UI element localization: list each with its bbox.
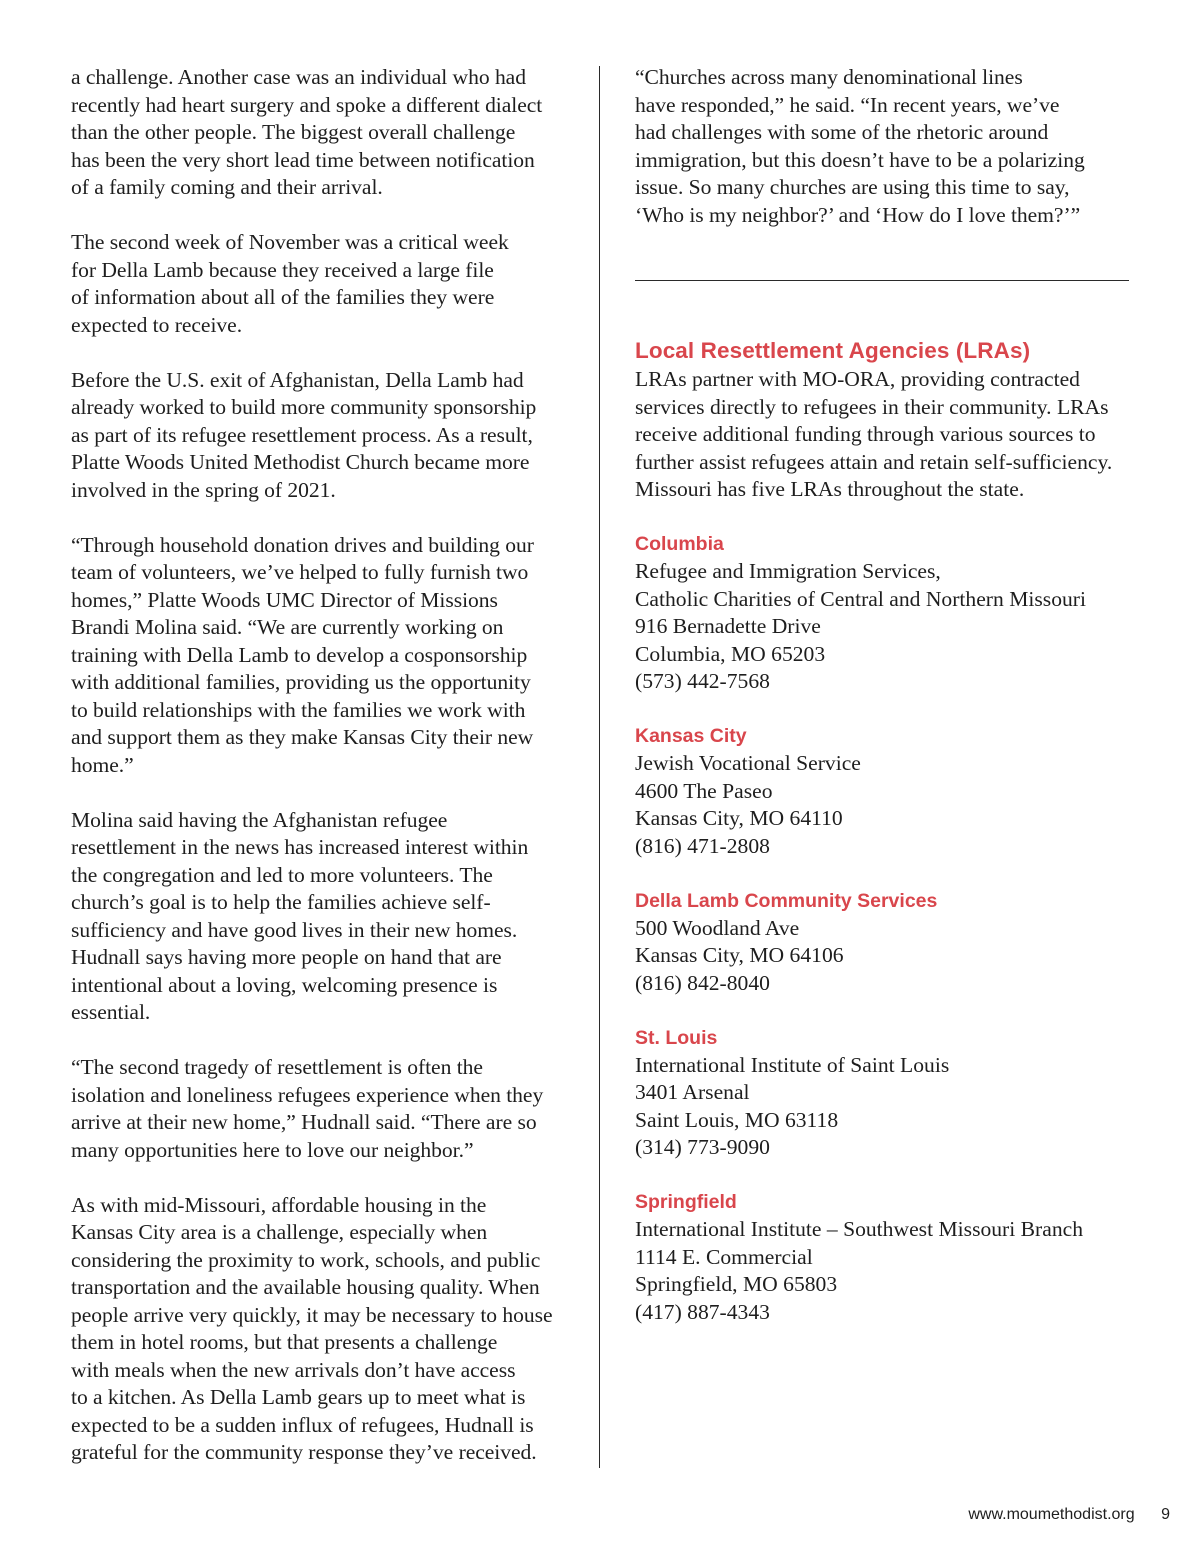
lra-sidebar — [635, 336, 1155, 1354]
right-column — [635, 64, 1135, 257]
left-column — [71, 64, 571, 1494]
agency-address: 916 Bernadette Drive — [635, 614, 821, 638]
column-divider — [599, 66, 600, 1468]
agency-phone: (573) 442-7568 — [635, 669, 770, 693]
section-divider — [635, 280, 1129, 281]
agency-phone: (816) 842-8040 — [635, 970, 770, 995]
footer-url[interactable]: www.moumethodist.org — [968, 1506, 1135, 1523]
agency-city-state: Kansas City, MO 64110 — [635, 806, 843, 830]
body-paragraph: As with mid-Missouri, affordable housing in the Kansas City area is a challenge, especially when considering the proximity to work, schools, and public transportation and the available housing quality. When people arrive very quickly, it may be necessary to house them in hotel rooms, but that presents a challenge with meals when the new arrivals don’t have access to a kitchen. As Della Lamb gears up to meet what is expected to be a sudden influx of refugees, Hudnall is grateful for the community response they’ve received. — [71, 1192, 553, 1464]
agency-address: 500 Woodland Ave — [635, 915, 800, 940]
agency-address: 1114 E. Commercial — [635, 1244, 813, 1269]
agency-phone: (417) 887-4343 — [635, 1299, 770, 1324]
agency-columbia — [635, 531, 1155, 696]
agency-city-state: Saint Louis, MO 63118 — [635, 1107, 839, 1132]
agency-city: Kansas City — [635, 725, 747, 747]
agency-phone: (816) 471-2808 — [635, 833, 770, 858]
agency-springfield — [635, 1189, 1155, 1326]
agency-st-louis — [635, 1025, 1155, 1162]
agency-kansas-city — [635, 723, 1155, 860]
agency-city: Columbia — [635, 533, 724, 555]
sidebar-title: Local Resettlement Agencies (LRAs) — [635, 338, 1031, 363]
agency-name: Catholic Charities of Central and Northern Missouri — [635, 586, 1086, 611]
agency-city-state: Springfield, MO 65803 — [635, 1272, 838, 1296]
agency-city-state: Kansas City, MO 64106 — [635, 943, 844, 967]
agency-city-state: Columbia, MO 65203 — [635, 641, 826, 666]
agency-address: 4600 The Paseo — [635, 778, 773, 803]
body-paragraph: “The second tragedy of resettlement is often the isolation and loneliness refugees experience when they arrive at their new home,” Hudnall said. “There are so many opportunities here to love our neighbor.” — [71, 1055, 544, 1162]
agency-della-lamb — [635, 888, 1155, 998]
body-paragraph: Molina said having the Afghanistan refugee resettlement in the news has increased interest within the congregation and led to more volunteers. The church’s goal is to help the families achieve self- sufficiency and have good lives in their new homes. Hudnall says having more people on hand that are intentional about a loving, welcoming presence is essential. — [71, 807, 529, 1024]
agency-name: Jewish Vocational Service — [635, 751, 861, 775]
quote-paragraph: “Churches across many denominational lines have responded,” he said. “In recent years, we’ve had challenges with some of the rhetoric around immigration, but this doesn’t have to be a polarizing issue. So many churches are using this time to say, ‘Who is my neighbor?’ and ‘How do I love them?’” — [635, 65, 1085, 227]
body-paragraph: The second week of November was a critical week for Della Lamb because they received a large file of information about all of the families they were expected to receive. — [71, 230, 509, 337]
agency-address: 3401 Arsenal — [635, 1080, 750, 1104]
body-paragraph: a challenge. Another case was an individual who had recently had heart surgery and spoke a different dialect than the other people. The biggest overall challenge has been the very short lead time between notification of a family coming and their arrival. — [71, 65, 543, 199]
body-paragraph: Before the U.S. exit of Afghanistan, Della Lamb had already worked to build more community sponsorship as part of its refugee resettlement process. As a result, Platte Woods United Methodist Church became more involved in the spring of 2021. — [71, 367, 537, 502]
body-paragraph: “Through household donation drives and building our team of volunteers, we’ve helped to fully furnish two homes,” Platte Woods UMC Director of Missions Brandi Molina said. “We are currently working on training with Della Lamb to develop a cosponsorship with additional families, providing us the opportunity to build relationships with the families we work with and support them as they make Kansas City their new home.” — [71, 532, 534, 777]
agency-name: International Institute – Southwest Missouri Branch — [635, 1217, 1084, 1241]
agency-city: St. Louis — [635, 1026, 718, 1049]
agency-city: Della Lamb Community Services — [635, 889, 938, 912]
agency-name: International Institute of Saint Louis — [635, 1052, 950, 1077]
page-number: 9 — [1161, 1506, 1170, 1523]
agency-name: Refugee and Immigration Services, — [635, 559, 941, 583]
agency-city: Springfield — [635, 1191, 737, 1213]
page-footer — [968, 1506, 1170, 1524]
agency-phone: (314) 773-9090 — [635, 1135, 770, 1159]
sidebar-intro: LRAs partner with MO-ORA, providing contracted services directly to refugees in their community. LRAs receive additional funding through various sources to further assist refugees attain and retain self-sufficiency. Missouri has five LRAs throughout the state. — [635, 367, 1113, 501]
